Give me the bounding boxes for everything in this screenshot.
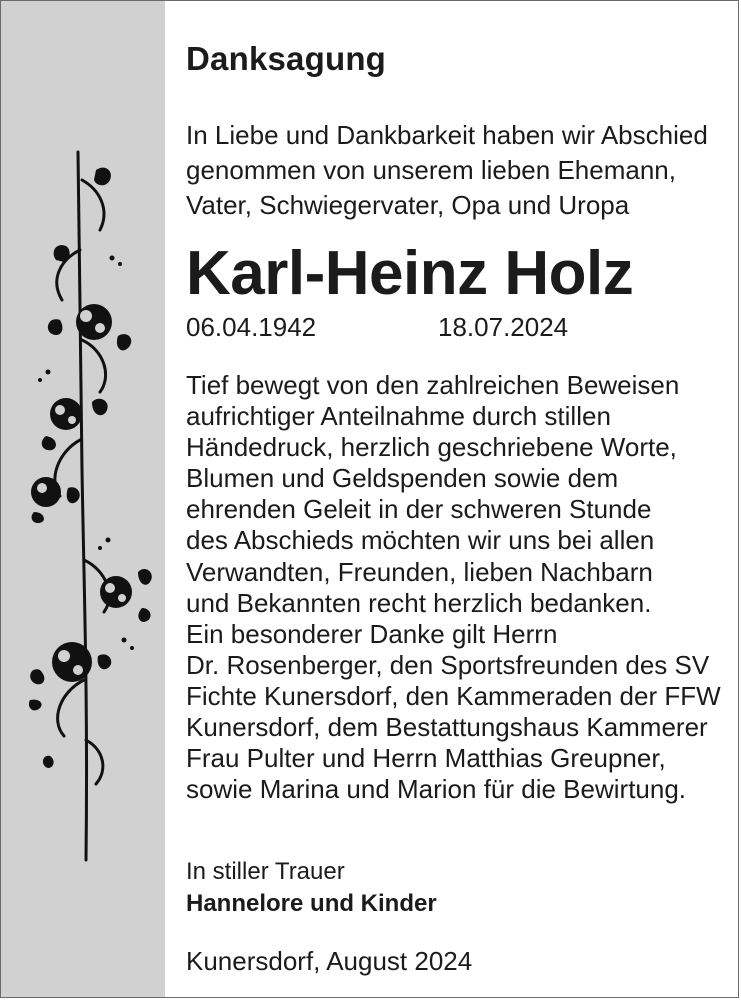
body-line: Dr. Rosenberger, den Sportsfreunden des SV	[186, 649, 710, 680]
body-line: Verwandten, Freunden, lieben Nachbarn	[186, 556, 653, 587]
body-line: Kunersdorf, dem Bestattungshaus Kammerer	[186, 712, 708, 743]
body-line: Blumen und Geldspenden sowie dem	[186, 463, 619, 494]
rose-vine-icon	[20, 140, 170, 870]
place-and-date: Kunersdorf, August 2024	[186, 946, 473, 976]
intro-line: In Liebe und Dankbarkeit haben wir Abschied	[186, 120, 708, 150]
intro-text	[186, 118, 708, 223]
body-line: Ein besonderer Danke gilt Herrn	[186, 618, 558, 649]
body-line: Fichte Kunersdorf, den Kammeraden der FFW	[186, 680, 721, 711]
body-line: Tief bewegt von den zahlreichen Beweisen	[186, 370, 680, 400]
thank-you-text	[186, 370, 721, 805]
body-line: Frau Pulter und Herrn Matthias Greupner,	[186, 743, 666, 774]
body-line: ehrenden Geleit in der schweren Stunde	[186, 494, 652, 525]
mourning-phrase: In stiller Trauer	[186, 858, 345, 885]
body-line: und Bekannten recht herzlich bedanken.	[186, 587, 652, 618]
body-line: sowie Marina und Marion für die Bewirtung.	[186, 774, 687, 805]
body-line: aufrichtiger Anteilnahme durch stillen	[186, 401, 611, 432]
signed-by: Hannelore und Kinder	[186, 890, 437, 917]
body-line: des Abschieds möchten wir uns bei allen	[186, 525, 655, 556]
body-line: Händedruck, herzlich geschriebene Worte,	[186, 432, 677, 463]
life-dates	[186, 312, 569, 343]
birth-date: 06.04.1942	[186, 312, 317, 342]
intro-line: genommen von unserem lieben Ehemann,	[186, 155, 676, 185]
intro-line: Vater, Schwiegervater, Opa und Uropa	[186, 190, 630, 220]
death-date: 18.07.2024	[438, 312, 569, 342]
notice-heading: Danksagung	[186, 40, 387, 77]
deceased-name: Karl-Heinz Holz	[186, 239, 634, 308]
